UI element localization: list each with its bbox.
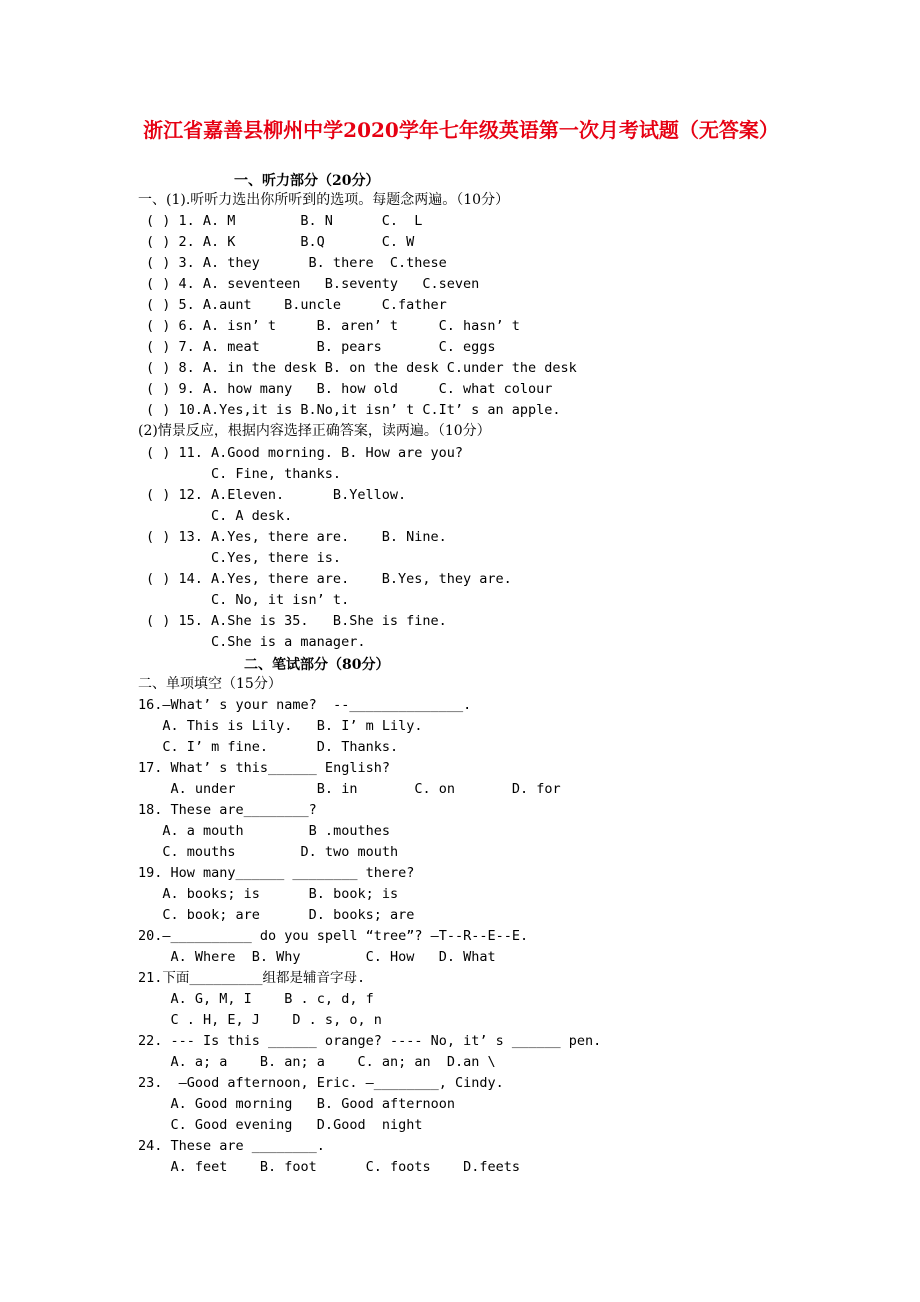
question-line: 17. What’ s this______ English?	[138, 760, 390, 776]
question-line: ( ) 10.A.Yes,it is B.No,it isn’ t C.It’ s an apple.	[146, 402, 561, 418]
question-line: ( ) 8. A. in the desk B. on the desk C.under the desk	[146, 360, 577, 376]
exam-title: 浙江省嘉善县柳州中学2020学年七年级英语第一次月考试题（无答案）	[143, 118, 779, 142]
question-line: ( ) 13. A.Yes, there are. B. Nine.	[146, 529, 447, 545]
question-line: C . H, E, J D . s, o, n	[138, 1012, 382, 1028]
question-line: ( ) 3. A. they B. there C.these	[146, 255, 447, 271]
part1-instruction: 一、(1).听听力选出你所听到的选项。每题念两遍。（10分）	[138, 192, 510, 208]
question-line: C. mouths D. two mouth	[138, 844, 399, 860]
question-line: ( ) 9. A. how many B. how old C. what colour	[146, 381, 553, 397]
question-line: C. Fine, thanks.	[146, 466, 342, 482]
question-line: ( ) 2. A. K B.Q C. W	[146, 234, 415, 250]
question-line: A. feet B. foot C. foots D.feets	[138, 1159, 521, 1175]
question-line: 23. –Good afternoon, Eric. —________, Cindy.	[138, 1075, 504, 1091]
question-line: C. A desk.	[146, 508, 293, 524]
listening-heading: 一、听力部分（20分）	[234, 173, 380, 189]
question-line: A. Good morning B. Good afternoon	[138, 1096, 455, 1112]
question-line: 21.下面_________组都是辅音字母.	[138, 970, 366, 986]
question-line: C. I’ m fine. D. Thanks.	[138, 739, 399, 755]
question-line: 18. These are________?	[138, 802, 317, 818]
question-line: A. a mouth B .mouthes	[138, 823, 390, 839]
question-line: C. No, it isn’ t.	[146, 592, 350, 608]
question-line: A. G, M, I B . c, d, f	[138, 991, 374, 1007]
question-line: C.She is a manager.	[146, 634, 366, 650]
writing-heading: 二、笔试部分（80分）	[244, 657, 390, 673]
question-line: 20.—__________ do you spell “tree”? —T--R--E--E.	[138, 928, 529, 944]
section-instruction: 二、单项填空（15分）	[138, 676, 282, 692]
question-line: ( ) 11. A.Good morning. B. How are you?	[146, 445, 463, 461]
question-line: A. Where B. Why C. How D. What	[138, 949, 496, 965]
question-line: ( ) 4. A. seventeen B.seventy C.seven	[146, 276, 480, 292]
question-line: A. This is Lily. B. I’ m Lily.	[138, 718, 423, 734]
question-line: C. book; are D. books; are	[138, 907, 415, 923]
question-line: A. books; is B. book; is	[138, 886, 399, 902]
question-line: A. a; a B. an; a C. an; an D.an \	[138, 1054, 496, 1070]
question-line: C. Good evening D.Good night	[138, 1117, 423, 1133]
question-line: ( ) 7. A. meat B. pears C. eggs	[146, 339, 496, 355]
question-line: 24. These are ________.	[138, 1138, 325, 1154]
question-line: ( ) 14. A.Yes, there are. B.Yes, they are.	[146, 571, 512, 587]
question-line: ( ) 5. A.aunt B.uncle C.father	[146, 297, 447, 313]
part2-instruction: (2)情景反应，根据内容选择正确答案，读两遍。（10分）	[138, 423, 491, 439]
question-line: A. under B. in C. on D. for	[138, 781, 561, 797]
question-line: 16.—What’ s your name? --______________.	[138, 697, 472, 713]
question-line: 19. How many______ ________ there?	[138, 865, 415, 881]
question-line: ( ) 12. A.Eleven. B.Yellow.	[146, 487, 407, 503]
question-line: 22. --- Is this ______ orange? ---- No, it’ s ______ pen.	[138, 1033, 602, 1049]
question-line: C.Yes, there is.	[146, 550, 342, 566]
question-line: ( ) 1. A. M B. N C. L	[146, 213, 423, 229]
question-line: ( ) 15. A.She is 35. B.She is fine.	[146, 613, 447, 629]
question-line: ( ) 6. A. isn’ t B. aren’ t C. hasn’ t	[146, 318, 520, 334]
